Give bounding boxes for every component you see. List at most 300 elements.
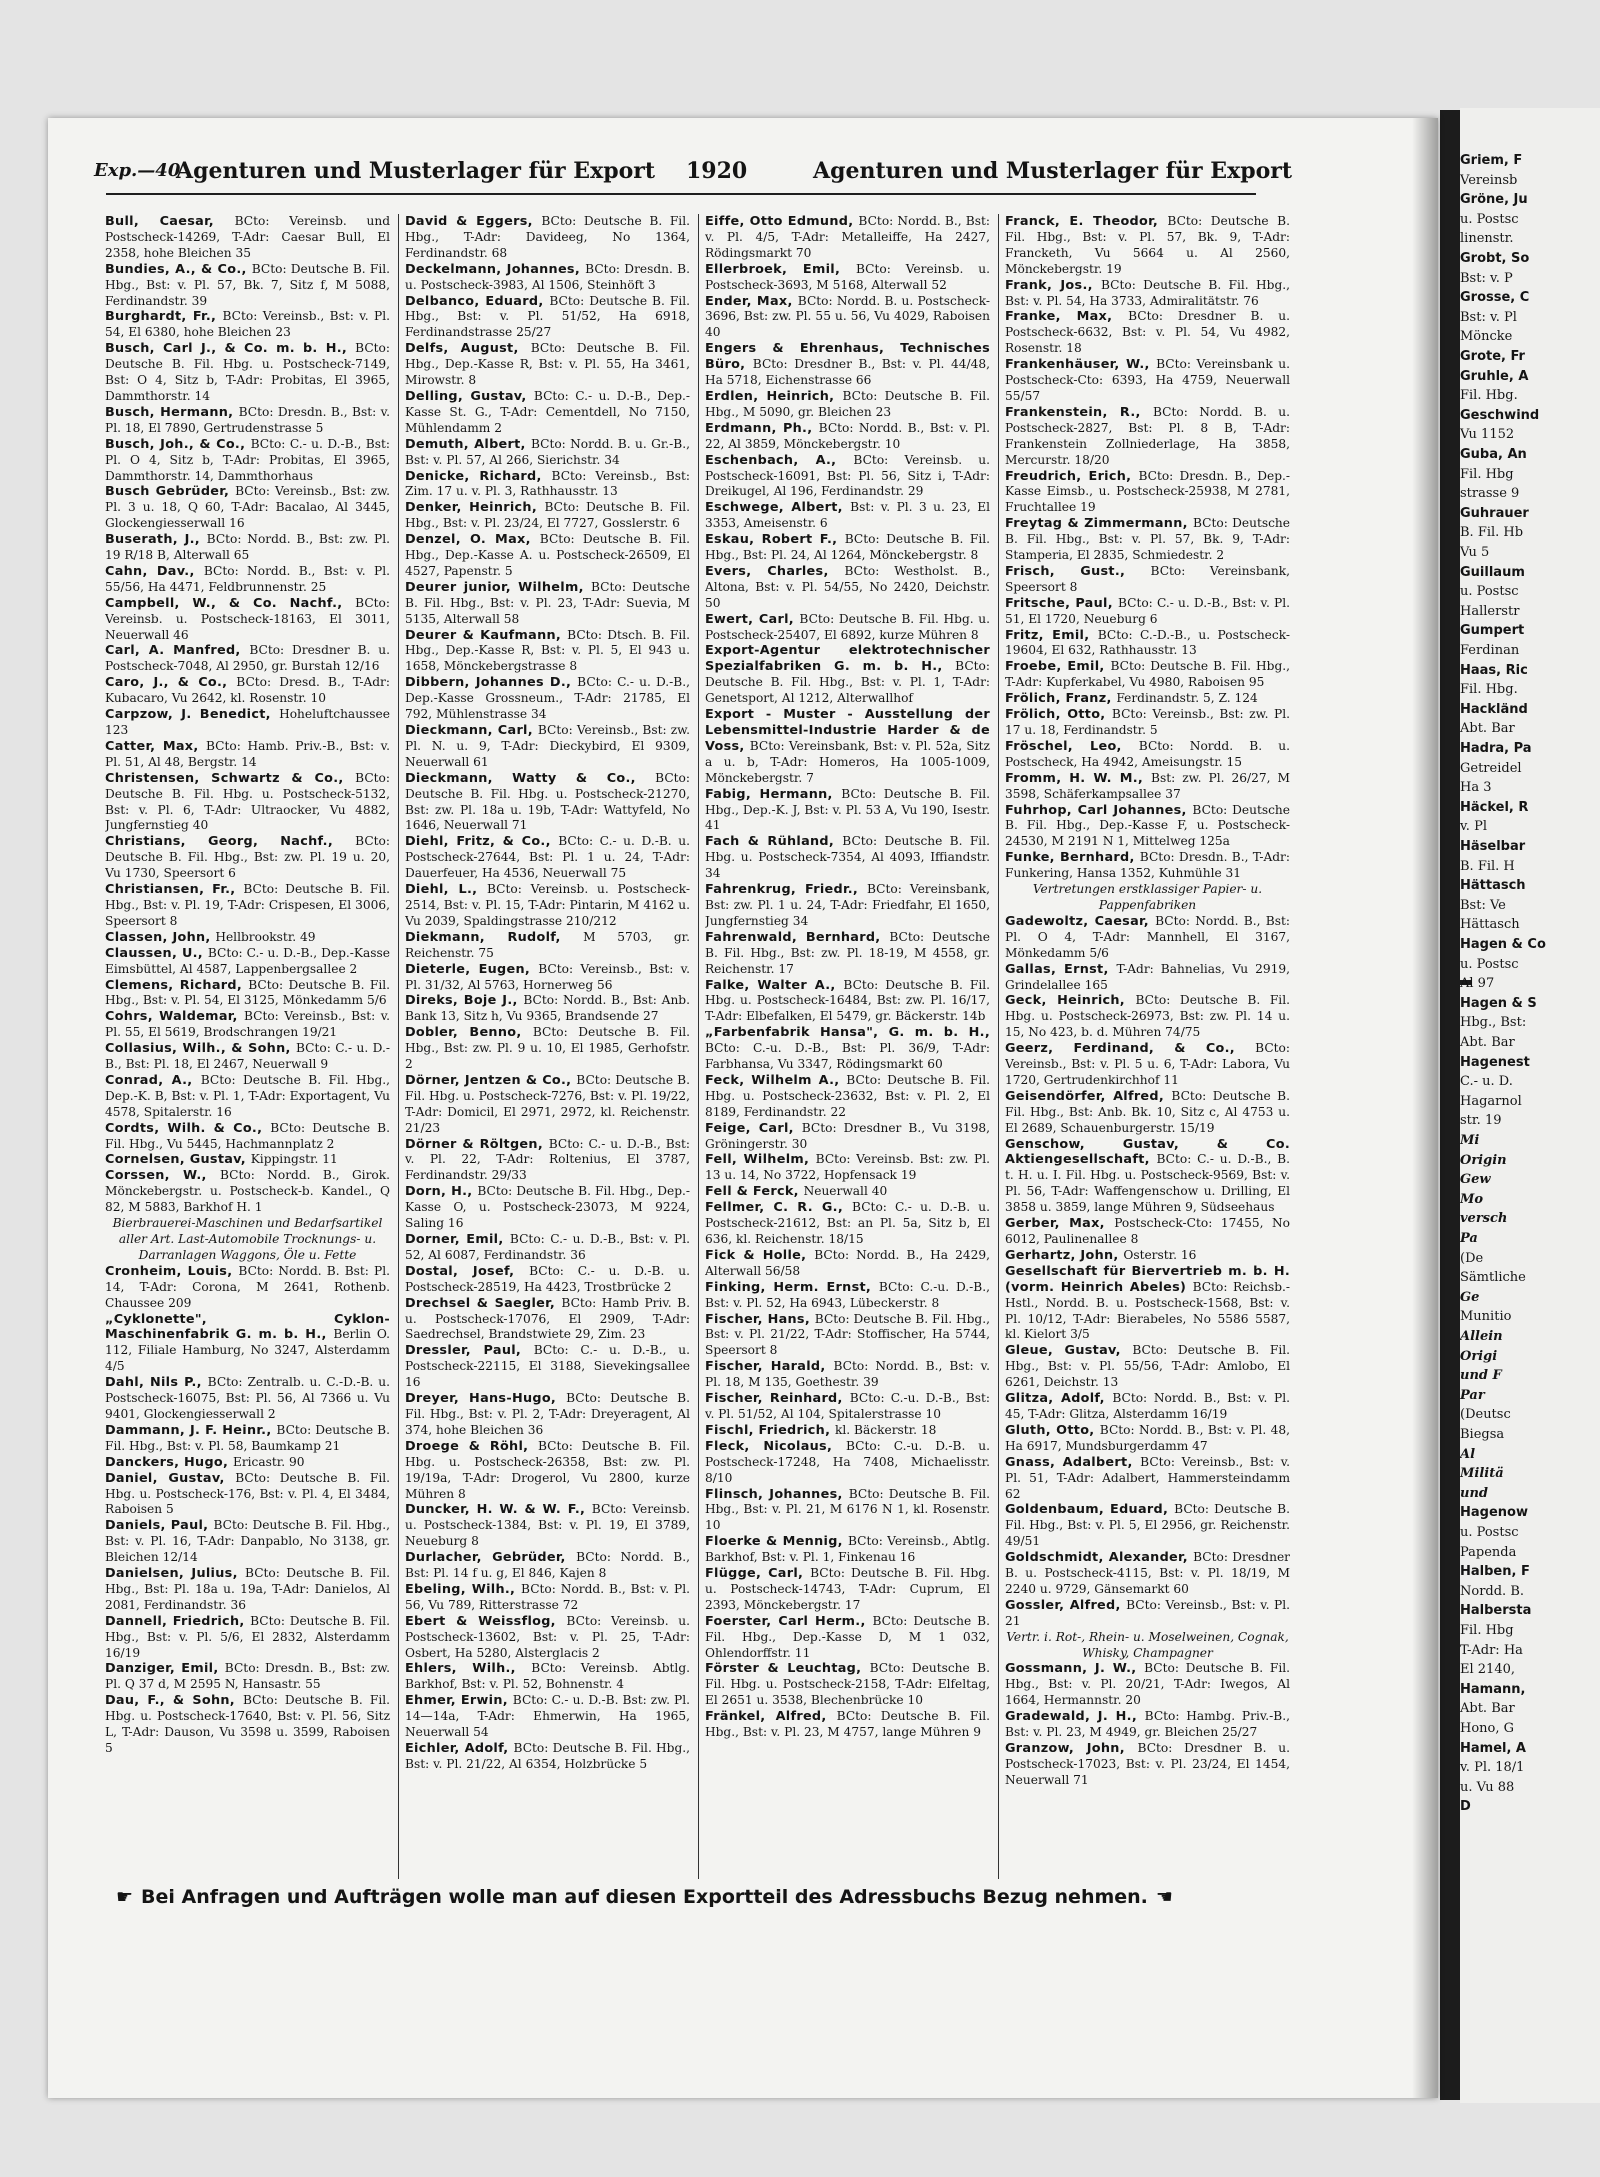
entry-details: Hellbrookstr. 49 [215, 929, 316, 944]
next-page-fragment: Ferdinan [1460, 643, 1520, 658]
next-page-fragment: Fil. Hbg [1460, 466, 1514, 482]
directory-entry [105, 405, 390, 437]
entry-name: Deurer & Kaufmann, [405, 627, 568, 643]
entry-name: Froebe, Emil, [1005, 659, 1111, 675]
next-page-fragment: Mo [1460, 1191, 1484, 1207]
next-page-fragment: Hättasch [1460, 878, 1526, 894]
directory-entry [105, 930, 390, 946]
directory-entry [1005, 628, 1290, 660]
next-page-fragment: Bst: v. P [1460, 270, 1513, 286]
directory-entry [105, 1471, 390, 1519]
entry-name: Eichler, Adolf, [405, 1741, 514, 1756]
entry-name: Granzow, John, [1005, 1741, 1138, 1756]
column-2 [405, 214, 690, 1879]
entry-details: BCto: Deutsche B. Fil. Hbg., T-Adr: Kupferkabel, Vu 4980, Raboisen 95 [1005, 659, 1290, 690]
directory-entry [405, 1550, 690, 1582]
directory-entry [1005, 1089, 1290, 1137]
entry-details: BCto: Nordd. B., Bst: Anb. Bank 13, Sitz h, Vu 9365, Brandsende 27 [405, 993, 690, 1024]
entry-details: BCto: Vereinsbank, Bst: zw. Pl. 1 u. 24, T-Adr: Friedfahr, El 1650, Jungfernstieg 34 [705, 882, 990, 928]
directory-entry [105, 1121, 390, 1153]
directory-entry [405, 437, 690, 469]
directory-entry [105, 643, 390, 675]
entry-details: BCto: Dresdner B., Bst: v. Pl. 44/48, Ha 5718, Eichenstrasse 66 [705, 357, 990, 388]
next-page-fragment: Par [1460, 1387, 1485, 1403]
entry-name: Erdmann, Ph., [705, 420, 819, 436]
next-page-edge [1460, 108, 1600, 2103]
entry-name: Busch Gebrüder, [105, 484, 236, 500]
entry-details: BCto: Dresd. B., T-Adr: Kubacaro, Vu 2642, kl. Rosenstr. 10 [105, 675, 390, 706]
entry-details: BCto: Nordd. B., Bst: Pl. 14 f u. g, El 846, Kajen 8 [405, 1550, 690, 1581]
next-page-fragment: Halbersta [1460, 1603, 1532, 1619]
directory-entry [105, 1661, 390, 1693]
next-page-fragment: Bst: Ve [1460, 897, 1506, 913]
entry-name: Busch, Joh., & Co., [105, 436, 251, 452]
entry-details: BCto: Deutsche B. Fil. Hbg. u. Postscheck-7354, Al 4093, Iffiandstr. 34 [705, 834, 990, 881]
entry-details: BCto: Vereinsb. Abtlg. Barkhof, Bst: v. Pl. 52, Bohnenstr. 4 [405, 1661, 690, 1692]
entry-name: David & Eggers, [405, 214, 542, 229]
directory-entry [705, 787, 990, 835]
entry-details: BCto: Nordd. B. u. Postscheck, Ha 4942, Ameisungstr. 15 [1005, 738, 1290, 769]
directory-entry [705, 612, 990, 644]
entry-name: Foerster, Carl Herm., [705, 1613, 873, 1629]
entry-details: BCto: Deutsche B. Fil. Hbg., Bst: v. Pl. 21, M 6176 N 1, kl. Rosenstr. 10 [705, 1486, 990, 1533]
entry-details: BCto: Nordd. B. Bst: Pl. 14, T-Adr: Corona, M 2641, Rothenb. Chaussee 209 [105, 1263, 390, 1310]
next-page-fragment: Möncke [1460, 329, 1513, 345]
entry-name: Cronheim, Louis, [105, 1263, 239, 1279]
entry-name: Fritsche, Paul, [1005, 595, 1118, 611]
entry-details: Hoheluftchaussee 123 [105, 707, 390, 737]
entry-details: BCto: Vereinsb. u. Postscheck-3693, M 5168, Alterwall 52 [705, 261, 990, 292]
entry-details: BCto: Deutsche B. Fil. Hbg., Bst: v. Pl. 21/22, Al 6354, Holzbrücke 5 [405, 1741, 690, 1771]
next-page-fragment: strasse 9 [1460, 486, 1520, 502]
directory-entry [105, 1073, 390, 1121]
entry-name: Gnass, Adalbert, [1005, 1454, 1141, 1470]
directory-entry [105, 675, 390, 707]
entry-name: Fritz, Emil, [1005, 627, 1098, 643]
entry-name: Ehlers, Wilh., [405, 1661, 532, 1677]
next-page-fragment: Hamann, [1460, 1681, 1526, 1697]
next-page-fragment: str. 19 [1460, 1113, 1502, 1129]
entry-name: Frölich, Franz, [1005, 691, 1117, 707]
entry-details: BCto: Hambg. Priv.-B., Bst: v. Pl. 23, M 4949, gr. Bleichen 25/27 [1005, 1709, 1290, 1740]
directory-entry [1005, 1248, 1290, 1264]
directory-entry [705, 1152, 990, 1184]
directory-entry [405, 580, 690, 628]
next-page-fragment: Halben, F [1460, 1564, 1530, 1580]
entry-name: Gluth, Otto, [1005, 1422, 1100, 1438]
next-page-fragment: v. Pl. 18/1 [1460, 1760, 1525, 1776]
next-page-fragment: u. Postsc [1460, 956, 1519, 972]
directory-entry [105, 1264, 390, 1312]
directory-entry [105, 1423, 390, 1455]
entry-name: Fahrenkrug, Friedr., [705, 882, 867, 898]
next-page-fragment: Hbg., Bst: [1460, 1015, 1527, 1031]
directory-entry [705, 1661, 990, 1709]
entry-name: Christiansen, Fr., [105, 882, 244, 898]
entry-details: BCto: C.- u. D.-B., Dep.-Kasse Grossneum., T-Adr: 21785, El 792, Mühlenstrasse 34 [405, 675, 690, 722]
directory-entry [105, 1614, 390, 1662]
directory-entry [705, 532, 990, 564]
directory-entry [705, 882, 990, 930]
entry-name: Geck, Heinrich, [1005, 993, 1136, 1009]
next-page-fragment: Hättasch [1460, 917, 1520, 933]
entry-details: Neuerwall 40 [803, 1184, 888, 1199]
directory-entry [1005, 1137, 1290, 1217]
directory-entry [405, 723, 690, 771]
entry-details: BCto: Deutsche B. Fil. Hbg., Bst: v. Pl. 16, T-Adr: Danpablo, No 3138, gr. Bleichen 12/14 [105, 1518, 390, 1565]
header-right-title: Agenturen und Musterlager für Export [813, 158, 1293, 184]
next-page-fragment: linenstr. [1460, 231, 1514, 247]
entry-details: BCto: Dresdn. B. u. Postscheck-3983, Al 1506, Steinhöft 3 [405, 261, 690, 292]
entry-details: BCto: Deutsche B. Fil. Hbg., Bst: Anb. Bk. 10, Sitz c, Al 4753 u. El 2689, Schauenburgerstr. 15/19 [1005, 1088, 1290, 1135]
pointing-hand-icon: ☛ [116, 1886, 134, 1908]
directory-entry [1005, 1550, 1290, 1598]
directory-entry [1005, 469, 1290, 517]
next-page-fragment: Ha 3 [1460, 780, 1492, 796]
entry-details: BCto: C.- u. D.-B. Bst: zw. Pl. 14—14a, T-Adr: Ehmerwin, Ha 1965, Neuerwall 54 [405, 1693, 690, 1740]
next-page-fragment: Bst: v. Pl [1460, 309, 1517, 325]
entry-details: Ferdinandstr. 5, Z. 124 [1116, 691, 1258, 706]
entry-name: Bull, Caesar, [105, 214, 235, 229]
entry-details: BCto: Westholst. B., Altona, Bst: v. Pl. 54/55, No 2420, Deichstr. 50 [705, 563, 990, 610]
entry-name: Conrad, A., [105, 1072, 201, 1088]
directory-entry [705, 1184, 990, 1200]
directory-entry [1005, 278, 1290, 310]
directory-entry [405, 771, 690, 835]
entry-details: BCto: Hamb. Priv.-B., Bst: v. Pl. 51, Al 48, Bergstr. 14 [105, 738, 390, 769]
next-page-fragment: El 2140, [1460, 1662, 1515, 1678]
category-note: Bierbrauerei-Maschinen und Bedarfsartikel aller Art. Last-Automobile Trocknungs- u. Darranlagen Waggons, Öle u. Fette [112, 1216, 383, 1262]
next-page-fragment: Fil. Hbg [1460, 1623, 1514, 1638]
entry-name: Direks, Boje J., [405, 993, 524, 1009]
entry-details: BCto: Dresdner B., Vu 3198, Gröningerstr. 30 [705, 1120, 990, 1151]
entry-details: BCto: Deutsche B. Fil. Hbg., Dep.-Kasse D, M 1 032, Ohlendorffstr. 11 [705, 1613, 990, 1660]
next-page-fragment: u. Postsc [1460, 584, 1519, 600]
entry-details: BCto: Vereinsbank, Speersort 8 [1005, 563, 1290, 594]
directory-entry [105, 1168, 390, 1216]
next-page-fragment: Fil. Hbg. [1460, 388, 1518, 404]
entry-name: Dreyer, Hans-Hugo, [405, 1391, 567, 1407]
column-divider [998, 214, 999, 1879]
directory-entry [705, 1709, 990, 1741]
entry-details: BCto: Deutsche B. Fil. Hbg., T-Adr: Davideeg, No 1364, Ferdinandstr. 68 [405, 214, 690, 260]
entry-details: BCto: Dresdn. B., Bst: v. Pl. 18, El 7890, Gertrudenstrasse 5 [105, 404, 390, 435]
page-footer [108, 1886, 1258, 1908]
next-page-fragment: Al 97 [1460, 976, 1495, 992]
entry-name: Gerhartz, John, [1005, 1247, 1124, 1263]
column-3 [705, 214, 990, 1879]
directory-entry [105, 532, 390, 564]
directory-entry [105, 437, 390, 485]
directory-entry [405, 469, 690, 501]
directory-entry [1005, 850, 1290, 882]
directory-entry [105, 946, 390, 978]
entry-name: Eschwege, Albert, [705, 500, 851, 516]
entry-name: Flügge, Carl, [705, 1566, 811, 1582]
directory-entry [1005, 1423, 1290, 1455]
next-page-fragment: v. Pl [1460, 819, 1487, 835]
next-page-fragment: Griem, F [1460, 153, 1523, 168]
entry-details: BCto: Vereinsb., Bst: v. Pl. 31/32, Al 5763, Hornerweg 56 [405, 961, 690, 992]
next-page-fragment: Pa [1460, 1231, 1478, 1246]
directory-entry [705, 1423, 990, 1439]
entry-name: Goldschmidt, Alexander, [1005, 1550, 1194, 1566]
column-divider [698, 214, 699, 1879]
entry-name: Geisendörfer, Alfred, [1005, 1088, 1172, 1104]
entry-details: BCto: Deutsche B. Fil. Hbg., Bst: v. Pl. 51/52, Ha 6918, Ferdinandstrasse 25/27 [405, 293, 690, 340]
entry-details: BCto: Nordd. B., Ha 2429, Alterwall 56/58 [705, 1247, 990, 1278]
entry-details: BCto: Deutsche B. Fil. Hbg., Bst: v. Pl. 57, Bk. 9, T-Adr: Stamperia, El 2835, Schmiedestr. 2 [1005, 516, 1290, 563]
entry-name: Förster & Leuchtag, [705, 1661, 870, 1677]
entry-details: BCto: Deutsche B. Fil. Hbg. u. Postscheck-23632, Bst: v. Pl. 2, El 8189, Ferdinandstr. 22 [705, 1072, 990, 1119]
entry-name: Dressler, Paul, [405, 1343, 534, 1359]
directory-entry [705, 453, 990, 501]
entry-details: BCto: Deutsche B. Fil. Hbg. u. Postscheck-5132, Bst: v. Pl. 6, T-Adr: Ultraocker, Vu 4882, Jungfernstieg 40 [105, 770, 390, 833]
directory-entry [405, 962, 690, 994]
entry-details: BCto: C.- u. D.-B., Dep.-Kasse Eimsbüttel, Al 4587, Lappenbergsallee 2 [105, 945, 390, 976]
directory-entry [1005, 1343, 1290, 1391]
next-page-fragment: Geschwind [1460, 407, 1540, 423]
directory-entry [105, 707, 390, 739]
entry-name: Fischl, Friedrich, [705, 1422, 836, 1438]
entry-name: Eschenbach, A., [705, 452, 854, 468]
entry-details: BCto: Deutsche B. Fil. Hbg. u. Postscheck-14743, T-Adr: Cuprum, El 2393, Mönckebergstr. 17 [705, 1566, 990, 1612]
entry-details: BCto: Deutsche B. Fil. Hbg., Bst: v. Pl. 23, T-Adr: Suevia, M 5135, Alterwall 58 [405, 579, 690, 626]
next-page-fragment: und F [1460, 1368, 1502, 1384]
entry-name: Collasius, Wilh., & Sohn, [105, 1041, 296, 1057]
directory-entry [705, 341, 990, 389]
entry-details: BCto: Vereinsb. und Postscheck-14269, T-Adr: Caesar Bull, El 2358, hohe Bleichen 35 [105, 214, 390, 260]
entry-details: BCto: C.- u. D.-B., u. Postscheck-22115, El 3188, Sievekingsallee 16 [405, 1343, 690, 1390]
entry-details: BCto: Deutsche B. Fil. Hbg. u. Postscheck-176, Bst: v. Pl. 4, El 3484, Raboisen 5 [105, 1470, 390, 1517]
directory-entry [705, 978, 990, 1026]
directory-entry [1005, 707, 1290, 739]
entry-details: BCto: Dresdn. B., Bst: zw. Pl. Q 37 d, M 2595 N, Hansastr. 55 [105, 1661, 390, 1692]
directory-entry [1005, 993, 1290, 1041]
entry-details: BCto: C.- u. D.-B., Bst: v. Pl. 22, T-Adr: Roltenius, El 3787, Ferdinandstr. 29/33 [405, 1136, 690, 1183]
entry-name: Fach & Rühland, [705, 834, 843, 850]
next-page-fragment: Origin [1460, 1152, 1507, 1168]
directory-entry [405, 675, 690, 723]
next-page-fragment: Hagenow [1460, 1505, 1528, 1521]
entry-details: BCto: Dresdn. B., Dep.-Kasse Eimsb., u. Postscheck-25938, M 2781, Fruchtallee 19 [1005, 468, 1290, 515]
directory-entry [705, 930, 990, 978]
directory-entry [1005, 691, 1290, 707]
entry-name: Ebeling, Wilh., [405, 1581, 522, 1597]
directory-entry [105, 739, 390, 771]
directory-entry [705, 1248, 990, 1280]
next-page-fragment: versch [1460, 1211, 1508, 1227]
entry-name: Dieckmann, Watty & Co., [405, 770, 656, 786]
entry-details: BCto: Deutsche B. Fil. Hbg., Vu 5445, Hachmannplatz 2 [105, 1120, 390, 1151]
entry-details: BCto: Deutsche B. Fil. Hbg., Bst: v. Pl. 54, Ha 3733, Admiralitätstr. 76 [1005, 277, 1290, 308]
entry-name: Danckers, Hugo, [105, 1454, 233, 1470]
entry-name: Catter, Max, [105, 738, 206, 754]
entry-name: Franck, E. Theodor, [1005, 214, 1168, 229]
entry-details: BCto: Deutsche B. Fil. Hbg., Bst: v. Pl. 5, El 2956, gr. Reichenstr. 49/51 [1005, 1502, 1290, 1549]
entry-details: BCto: Nordd. B., Bst: v. Pl. 55/56, Ha 4471, Feldbrunnenstr. 25 [105, 563, 390, 594]
directory-entry [405, 1264, 690, 1296]
entry-details: BCto: Nordd. B., Bst: v. Pl. 4/5, T-Adr: Metalleiffe, Ha 2427, Rödingsmarkt 70 [705, 214, 990, 260]
directory-entry [105, 214, 390, 262]
next-page-fragment: C.- u. D. [1460, 1074, 1513, 1090]
entry-details: Berlin O. 112, Filiale Hamburg, No 3247, Alsterdamm 4/5 [105, 1327, 390, 1374]
entry-name: Cohrs, Waldemar, [105, 1009, 244, 1025]
next-page-fragment: Abt. Bar [1460, 1701, 1515, 1717]
entry-name: „Farbenfabrik Hansa", G. m. b. H., [705, 1025, 990, 1041]
directory-entry [405, 1391, 690, 1439]
entry-name: Dammann, J. F. Heinr., [105, 1422, 277, 1438]
directory-entry [405, 389, 690, 437]
entry-name: Delfs, August, [405, 341, 531, 357]
next-page-fragment: Haas, Ric [1460, 662, 1528, 678]
directory-entry [105, 1152, 390, 1168]
next-page-fragment: Hagen & S [1460, 995, 1537, 1011]
directory-entry [1005, 214, 1290, 278]
entry-name: Dannell, Friedrich, [105, 1613, 251, 1629]
entry-name: Ellerbroek, Emil, [705, 261, 856, 277]
entry-name: Carl, A. Manfred, [105, 643, 250, 659]
directory-entry [105, 1518, 390, 1566]
next-page-fragment: Biegsa [1460, 1427, 1505, 1442]
entry-details: BCto: Nordd. B., Bst: v. Pl. 22, Al 3859, Mönckebergstr. 10 [705, 420, 990, 451]
directory-entry [705, 389, 990, 421]
directory-entry [105, 341, 390, 405]
directory-entry [105, 1009, 390, 1041]
directory-entry [705, 1566, 990, 1614]
entry-details: BCto: Vereinsbank u. Postscheck-Cto: 6393, Ha 4759, Neuerwall 55/57 [1005, 357, 1290, 403]
directory-entry [705, 262, 990, 294]
entry-details: BCto: C.- u. D.-B., B. t. H. u. I. Fil. Hbg. u. Postscheck-9569, Bst: v. Pl. 56, T-Adr: Waffengenschow u. Drilling, El 3858 u. 3859, lange Mühren 9, Südseehaus [1005, 1152, 1290, 1215]
next-page-fragment: Getreidel [1460, 760, 1522, 776]
entry-name: Daniel, Gustav, [105, 1470, 236, 1486]
next-page-fragment: Fil. Hbg. [1460, 682, 1518, 698]
entry-details: BCto: Deutsche B. Fil. Hbg., Bst: v. Pl. 57, Bk. 7, Sitz f, M 5088, Ferdinandstr. 39 [105, 261, 390, 308]
directory-entry [1005, 309, 1290, 357]
entry-details: BCto: Deutsche B. Fil. Hbg. u. Postscheck-7276, Bst: v. Pl. 19/22, T-Adr: Domicil, El 2971, 2972, kl. Reichenstr. 21/23 [405, 1072, 690, 1135]
entry-details: BCto: Vereinsb., Bst: v. Pl. 21 [1005, 1597, 1290, 1628]
directory-entry [405, 930, 690, 962]
entry-name: Cahn, Dav., [105, 563, 204, 579]
directory-entry [105, 1566, 390, 1614]
entry-details: BCto: C.-u. D.-B., Bst: v. Pl. 51/52, Al 104, Spitalerstrasse 10 [705, 1391, 990, 1421]
entry-name: Dörner & Röltgen, [405, 1136, 549, 1152]
next-page-fragment: u. Postsc [1460, 211, 1519, 227]
entry-details: BCto: Deutsche B. Fil. Hbg., Bst: Pl. 18a u. 19a, T-Adr: Danielos, Al 2081, Ferdinandstr. 36 [105, 1566, 390, 1612]
entry-name: Ewert, Carl, [705, 611, 800, 627]
next-page-fragment: Vereinsb [1460, 172, 1518, 188]
entry-name: Dieterle, Eugen, [405, 961, 539, 977]
entry-details: BCto: Dresdner B. u. Postscheck-7048, Al 2950, gr. Burstah 12/16 [105, 643, 390, 674]
entry-name: Freudrich, Erich, [1005, 468, 1139, 484]
entry-name: Frankenstein, R., [1005, 404, 1153, 420]
page-header [48, 158, 1438, 190]
next-page-fragment: Gruhle, A [1460, 368, 1529, 384]
header-year: 1920 [686, 158, 748, 184]
entry-details: BCto: Deutsche B. Fil. Hbg., Bst: v. Pl. 20/21, T-Adr: Iwegos, Al 1664, Hermannstr. 20 [1005, 1661, 1290, 1708]
directory-entry [705, 707, 990, 787]
category-note: Vertretungen erstklassiger Papier- u. Pappenfabriken [1032, 882, 1263, 912]
next-page-fragment: Gröne, Ju [1460, 192, 1528, 208]
entry-name: Caro, J., & Co., [105, 675, 237, 691]
entry-details: BCto: Deutsche B. Fil. Hbg., Bst: v. Pl. 1, T-Adr: Genetsport, Al 1212, Alterwallhof [705, 659, 990, 706]
directory-entry [1005, 1455, 1290, 1503]
entry-name: Durlacher, Gebrüder, [405, 1550, 577, 1566]
entry-details: BCto: Dresdner B. u. Postscheck-17023, Bst: v. Pl. 23/24, El 1454, Neuerwall 71 [1005, 1741, 1290, 1787]
directory-entry [405, 1232, 690, 1264]
entry-details: BCto: Vereinsbank, Bst: v. Pl. 52a, Sitz a u. b, T-Adr: Homeros, Ha 1005-1009, Mönckebergstr. 7 [705, 738, 990, 785]
next-page-fragment: Guba, An [1460, 447, 1527, 462]
entry-name: Genschow, Gustav, & Co. Aktiengesellschaft, [1005, 1136, 1290, 1168]
entry-name: Corssen, W., [105, 1168, 220, 1184]
directory-entry [405, 1137, 690, 1185]
directory-entry [705, 1025, 990, 1073]
book-gutter [1440, 110, 1460, 2100]
entry-name: Dieckmann, Carl, [405, 723, 538, 738]
directory-entry [705, 1200, 990, 1248]
next-page-fragment: Häckel, R [1460, 799, 1529, 815]
directory-entry [705, 1073, 990, 1121]
directory-entry [405, 1741, 690, 1773]
entry-name: Eskau, Robert F., [705, 532, 845, 548]
next-page-fragment: Ge [1460, 1289, 1480, 1305]
directory-entry [105, 596, 390, 644]
entry-details: BCto: Deutsche B. Fil. Hbg., Bst: v. Pl. 23, M 4757, lange Mühren 9 [705, 1709, 990, 1740]
entry-details: BCto: Vereinsb., Bst: zw. Pl. N. u. 9, T-Adr: Dieckybird, El 9309, Neuerwall 61 [405, 723, 690, 769]
entry-name: Deckelmann, Johannes, [405, 261, 586, 277]
directory-entry [1005, 1709, 1290, 1741]
entry-name: Fahrenwald, Bernhard, [705, 929, 890, 945]
directory-entry [105, 262, 390, 310]
entry-details: BCto: Deutsche B. Fil. Hbg., Bst: zw. Pl. 19 u. 20, Vu 1730, Speersort 6 [105, 834, 390, 881]
directory-entry [1005, 1041, 1290, 1089]
entry-name: Goldenbaum, Eduard, [1005, 1502, 1175, 1518]
pointing-hand-icon: ☚ [1155, 1886, 1173, 1908]
entry-details: BCto: Nordd. B., Bst: v. Pl. 56, Vu 789, Ritterstrasse 72 [405, 1581, 690, 1612]
entry-details: BCto: Deutsche B. Fil. Hbg., Dep.-K. J, Bst: v. Pl. 53 A, Vu 190, Isestr. 41 [705, 786, 990, 833]
entry-name: Ehmer, Erwin, [405, 1693, 513, 1709]
entry-name: Export - Muster - Ausstellung der Lebensmittel-Industrie Harder & de Voss, [705, 707, 990, 754]
entry-details: BCto: Dresdner B. u. Postscheck-6632, Bst: v. Pl. 54, Vu 4982, Rosenstr. 18 [1005, 309, 1290, 356]
entry-details: BCto: Nordd. B. u. Gr.-B., Bst: v. Pl. 57, Al 266, Sierichstr. 34 [405, 436, 690, 467]
entry-name: Falke, Walter A., [705, 977, 844, 993]
entry-details: BCto: C.- u. D.-B., Dep.-Kasse St. G., T-Adr: Cementdell, No 7150, Mühlendamm 2 [405, 388, 690, 435]
directory-entry [405, 1614, 690, 1662]
directory-entry [105, 1455, 390, 1471]
next-page-fragment: Hagenest [1460, 1054, 1530, 1070]
next-page-fragment: Al [1460, 1446, 1476, 1462]
entry-name: Eiffe, Otto Edmund, [705, 214, 859, 229]
entry-name: Fleck, Nicolaus, [705, 1438, 846, 1454]
entry-details: BCto: Zentralb. u. C.-D.-B. u. Postscheck-16075, Bst: Pl. 56, Al 7366 u. Vu 9401, Glockengiesserwall 2 [105, 1375, 390, 1421]
directory-entry [705, 1487, 990, 1535]
entry-name: Evers, Charles, [705, 563, 845, 579]
next-page-fragment: Nordd. B. [1460, 1583, 1525, 1599]
entry-details: BCto: Deutsche B. Fil. Hbg., Bst: v. Pl. 5/6, El 2832, Alsterdamm 16/19 [105, 1613, 390, 1660]
directory-entry [705, 564, 990, 612]
next-page-fragment: Guhrauer [1460, 505, 1529, 521]
next-page-fragment: Allein [1460, 1329, 1503, 1344]
directory-entry [105, 564, 390, 596]
directory-entry [705, 421, 990, 453]
entry-name: Export-Agentur elektrotechnischer Spezialfabriken G. m. b. H., [705, 643, 990, 675]
directory-entry [1005, 659, 1290, 691]
directory-entry [1005, 357, 1290, 405]
entry-name: Fröschel, Leo, [1005, 738, 1139, 754]
entry-name: Ebert & Weissflog, [405, 1613, 567, 1629]
next-page-fragment: Munitio [1460, 1309, 1512, 1325]
entry-name: Clemens, Richard, [105, 977, 249, 993]
